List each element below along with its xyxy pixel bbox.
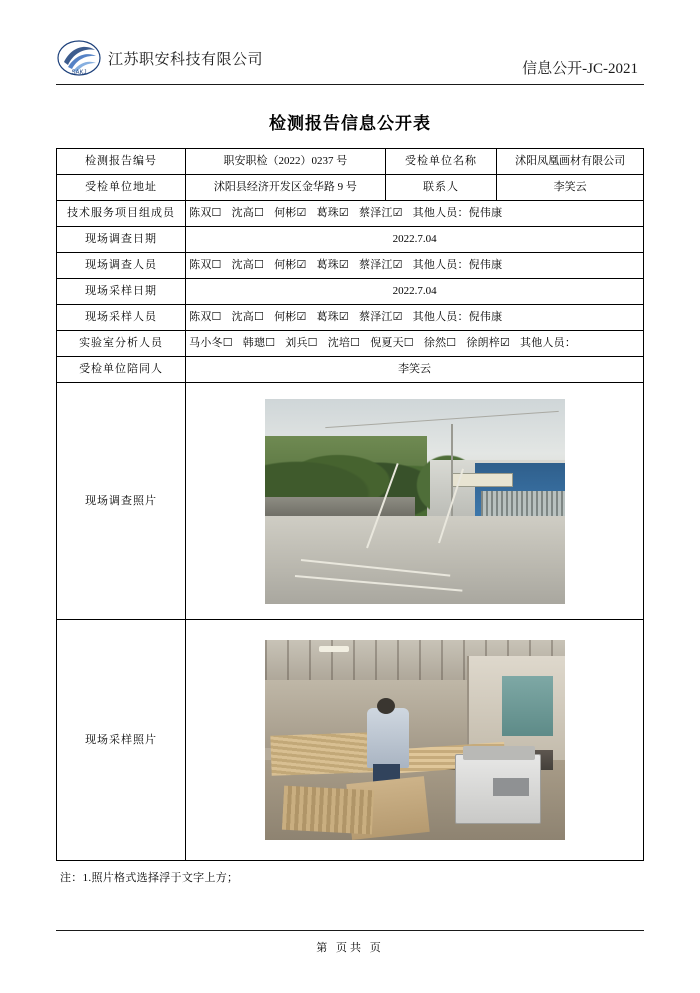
survey-staff-members [186,253,644,279]
survey-photo [265,399,565,604]
table-row [57,227,644,253]
client-address-label: 受检单位地址 [57,175,186,201]
page-title: 检测报告信息公开表 [269,114,431,133]
table-row [57,305,644,331]
info-table [56,148,644,861]
company-name: 江苏职安科技有限公司 [108,51,264,68]
table-row [57,201,644,227]
company-logo-icon [56,38,102,80]
page-footer: 第 页共 页 [56,930,644,955]
member-other: 其他人员： [520,337,577,350]
sampling-staff-label: 现场采样人员 [57,305,186,331]
document-code: 信息公开-JC-2021 [522,61,638,77]
member-other: 其他人员：倪伟康 [412,207,503,220]
sampling-photo-label: 现场采样照片 [57,620,186,861]
member-2: 沈高☐ [231,207,265,220]
member-1: 马小冬☐ [189,337,233,350]
sampling-date-value: 2022.7.04 [186,279,644,305]
member-7: 徐朗梓☑ [466,337,511,350]
client-name-value: 沭阳凤凰画材有限公司 [497,149,644,175]
table-row [57,331,644,357]
table-row [57,357,644,383]
report-no-label: 检测报告编号 [57,149,186,175]
member-3: 刘兵☐ [285,337,318,350]
page-header [56,28,644,85]
member-3: 何彬☑ [274,259,307,272]
member-6: 徐然☐ [423,337,457,350]
member-5: 蔡泽江☑ [359,259,403,272]
table-row [57,253,644,279]
table-row [57,279,644,305]
table-row [57,175,644,201]
survey-date-label: 现场调查日期 [57,227,186,253]
client-address-value: 沭阳县经济开发区金华路 9 号 [186,175,386,201]
footnote: 注：1.照片格式选择浮于文字上方； [60,872,239,885]
header-left [56,38,263,80]
member-2: 沈高☐ [231,311,265,324]
report-no-value: 职安职检（2022）0237 号 [186,149,386,175]
contact-value: 李笑云 [497,175,644,201]
member-5: 蔡泽江☑ [359,207,403,220]
lab-staff-label: 实验室分析人员 [57,331,186,357]
client-name-label: 受检单位名称 [385,149,497,175]
svg-text:SAKJ: SAKJ [71,70,87,76]
lab-staff-members [186,331,644,357]
member-4: 沈培☐ [327,337,361,350]
member-4: 葛珠☑ [316,311,349,324]
member-other: 其他人员：倪伟康 [412,259,503,272]
escort-value: 李笑云 [186,357,644,383]
table-row-photo [57,620,644,861]
member-2: 沈高☐ [231,259,265,272]
survey-photo-label: 现场调查照片 [57,383,186,620]
table-row-photo [57,383,644,620]
sampling-photo-cell [186,620,644,861]
tech-team-members [186,201,644,227]
member-5: 倪夏天☐ [370,337,414,350]
survey-date-value: 2022.7.04 [186,227,644,253]
survey-photo-cell [186,383,644,620]
member-1: 陈双☐ [189,207,222,220]
member-3: 何彬☑ [274,207,307,220]
member-5: 蔡泽江☑ [359,311,403,324]
escort-label: 受检单位陪同人 [57,357,186,383]
survey-staff-label: 现场调查人员 [57,253,186,279]
sampling-photo [265,640,565,840]
member-1: 陈双☐ [189,311,222,324]
sampling-staff-members [186,305,644,331]
member-other: 其他人员：倪伟康 [412,311,503,324]
member-3: 何彬☑ [274,311,307,324]
member-4: 葛珠☑ [316,207,349,220]
table-row [57,149,644,175]
member-2: 韩璁☐ [242,337,276,350]
member-1: 陈双☐ [189,259,222,272]
tech-team-label: 技术服务项目组成员 [57,201,186,227]
contact-label: 联系人 [385,175,497,201]
sampling-date-label: 现场采样日期 [57,279,186,305]
member-4: 葛珠☑ [316,259,349,272]
